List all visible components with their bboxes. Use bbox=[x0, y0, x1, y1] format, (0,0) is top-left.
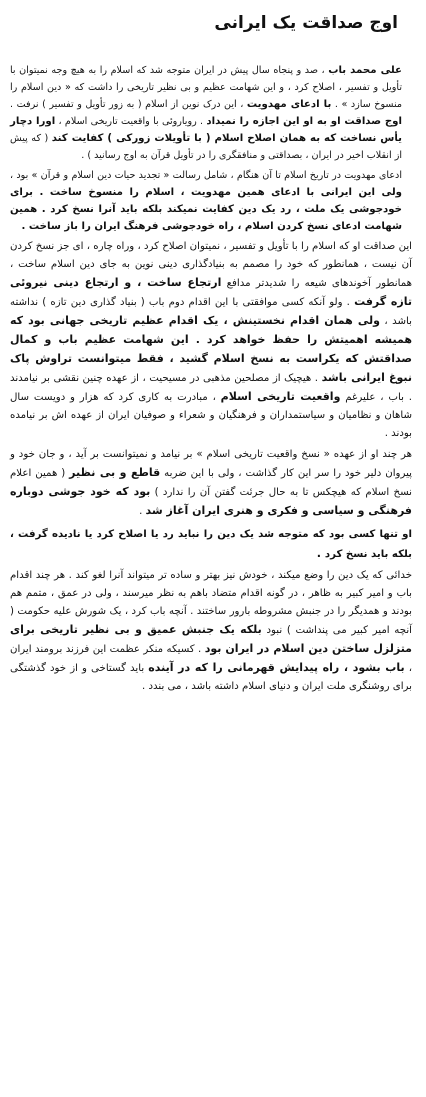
bold-text-run: بلکه یک جنبش عمیق و بی نظیر تاریخی برای متزلزل ساختن دین اسلام در ایران بود bbox=[10, 623, 412, 655]
text-run: ( همین اعلام نسخ اسلام که هیچکس تا به حال جرئت گفتن آن را ندارد ) bbox=[10, 468, 412, 498]
bold-text-run: اورا دچار یأس نساخت که به همان اصلاح اسلام ( با تأویلات زورکی ) کفایت کند bbox=[10, 116, 402, 144]
paragraph-5 bbox=[10, 524, 412, 564]
bold-text-run: علی محمد باب bbox=[328, 65, 403, 76]
bold-text-run: باب بشود ، راه پیدایش قهرمانی را که در آینده bbox=[148, 661, 405, 674]
paragraph-1 bbox=[10, 62, 412, 164]
text-run: . bbox=[316, 547, 325, 560]
text-run: ( که پیش از انقلاب اخیر در ایران ، بصداقتی و منافقگری را در تأویل قرآن به اوج رسانید ) . bbox=[10, 133, 402, 161]
text-run: ، مبادرت به کاری کرد که هزار و دویست سال شاهان و نظامیان و سیاستمداران و فرهنگیان و شعراء و صوفیان ایران از عهده اش بر نیامده بودند . bbox=[10, 392, 412, 439]
text-run: باید گستاخی و از خود گذشتگی برای روشنگری ملت ایران و دنیای اسلام داشته باشد ، می بندد . bbox=[10, 663, 412, 692]
text-run: این صداقت او که اسلام را با تأویل و تفسیر ، نمیتوان اصلاح کرد ، وراه چاره ، ای جز نسخ کردن آن نیست ، همانطور که خود را مصمم به بنیادگذاری دینی نوین به جای دین اسلام ساخت ، همانطور آخوندهای شیعه را شدیدتر مدافع bbox=[10, 241, 412, 289]
paragraph-4 bbox=[10, 446, 412, 521]
text-run: . هیچیک از مصلحین مذهبی در مسیحیت ، از عهده چنین نقشی بر نیامدند . باب ، علیرغم bbox=[10, 373, 412, 403]
paragraph-2 bbox=[10, 167, 412, 235]
text-run: ، این درک نوین از اسلام ( به زور تأویل و تفسیر ) نرفت . bbox=[10, 99, 247, 110]
paragraph-6 bbox=[10, 567, 412, 696]
text-run: . رویاروئی با واقعیت تاریخی اسلام ، bbox=[55, 116, 207, 127]
bold-text-run: با ادعای مهدویت bbox=[246, 99, 332, 110]
text-run: ادعای مهدویت در تاریخ اسلام تا آن هنگام ، شامل رسالت « تجدید حیات دین اسلام و قرآن » بود ، bbox=[10, 170, 402, 181]
text-run: خدائی که یک دین را وضع میکند ، خودش نیز بهتر و ساده تر میتواند آنرا لغو کند . هر چند اقدام باب و امیر کبیر به ظاهر ، در گونه اقدام متضاد باهم به نظر میرسند ، ولی در عمق ، متمم هم بودند و همدیگر را در جنبش مشروطه بارور ساختند . آنچه باب کرد ، یک شورش علیه حکومت ( آنچه امیر کبیر می پنداشت ) نبود bbox=[10, 570, 413, 636]
bold-text-run: ولی همان اقدام نخستینش ، یک اقدام عظیم تاریخی جهانی بود که همیشه اهمیتش را حفظ خواهد کرد . این شهامت عظیم باب و کمال صداقتش که یکراست به نسخ اسلام گشید ، فقط میتوانست تراوش پاک نبوغ ایرانی باشد bbox=[10, 314, 412, 384]
text-run: . ولو آنکه کسی موافقتی با این اقدام دوم باب ( بنیاد گذاری دین تازه ) نداشته باشد ، bbox=[10, 297, 412, 327]
bold-text-run: ارتجاع ساخت ، و ارتجاع دینی نیروئی تازه گرفت bbox=[10, 276, 412, 308]
bold-text-run: بود که خود جوشی دوباره فرهنگی و سیاسی و فکری و هنری ایران آغاز شد bbox=[10, 485, 412, 517]
page-title: اوج صداقت یک ایرانی bbox=[214, 13, 398, 33]
text-run: . bbox=[139, 506, 146, 517]
text-run: ، صد و پنجاه سال پیش در ایران متوجه شد که اسلام را به هیچ وجه نمیتوان با تأویل و تفسیر ، اصلاح کرد ، و این شهامت عظیم و بی نظیر تاریخی را داشت که « دین اسلام را منسوخ سازد » . bbox=[10, 65, 402, 110]
bold-text-run: ولی این ایرانی با ادعای همین مهدویت ، اسلام را منسوخ ساخت . برای خودجوشی یک ملت ، رد یک دین کفایت نمیکند بلکه باید آنرا نسخ کرد . همین شهامت ادعای نسخ کردن اسلام ، راه خودجوشی فرهنگ ایران را باز ساخت . bbox=[10, 187, 402, 232]
text-run: . کسیکه منکر عظمت این فرزند برومند ایران ، bbox=[10, 644, 412, 674]
bold-text-run: او تنها کسی بود که متوجه شد یک دین را نباید رد یا اصلاح کرد یا نادیده گرفت ، بلکه باید نسخ کرد bbox=[10, 529, 412, 560]
bold-text-run: اوج صداقت او به او این اجازه را نمیداد bbox=[206, 116, 402, 127]
bold-text-run: واقعیت تاریخی اسلام bbox=[220, 390, 341, 403]
bold-text-run: قاطع و بی نظیر bbox=[69, 466, 161, 479]
text-run: هر چند او از عهده « نسخ واقعیت تاریخی اسلام » بر نیامد و نمیتوانست بر آید ، و جان خود و پیروان دلیر خود را سر این کار گذاشت ، ولی با این ضربه bbox=[10, 449, 413, 479]
paragraph-3 bbox=[10, 238, 412, 443]
